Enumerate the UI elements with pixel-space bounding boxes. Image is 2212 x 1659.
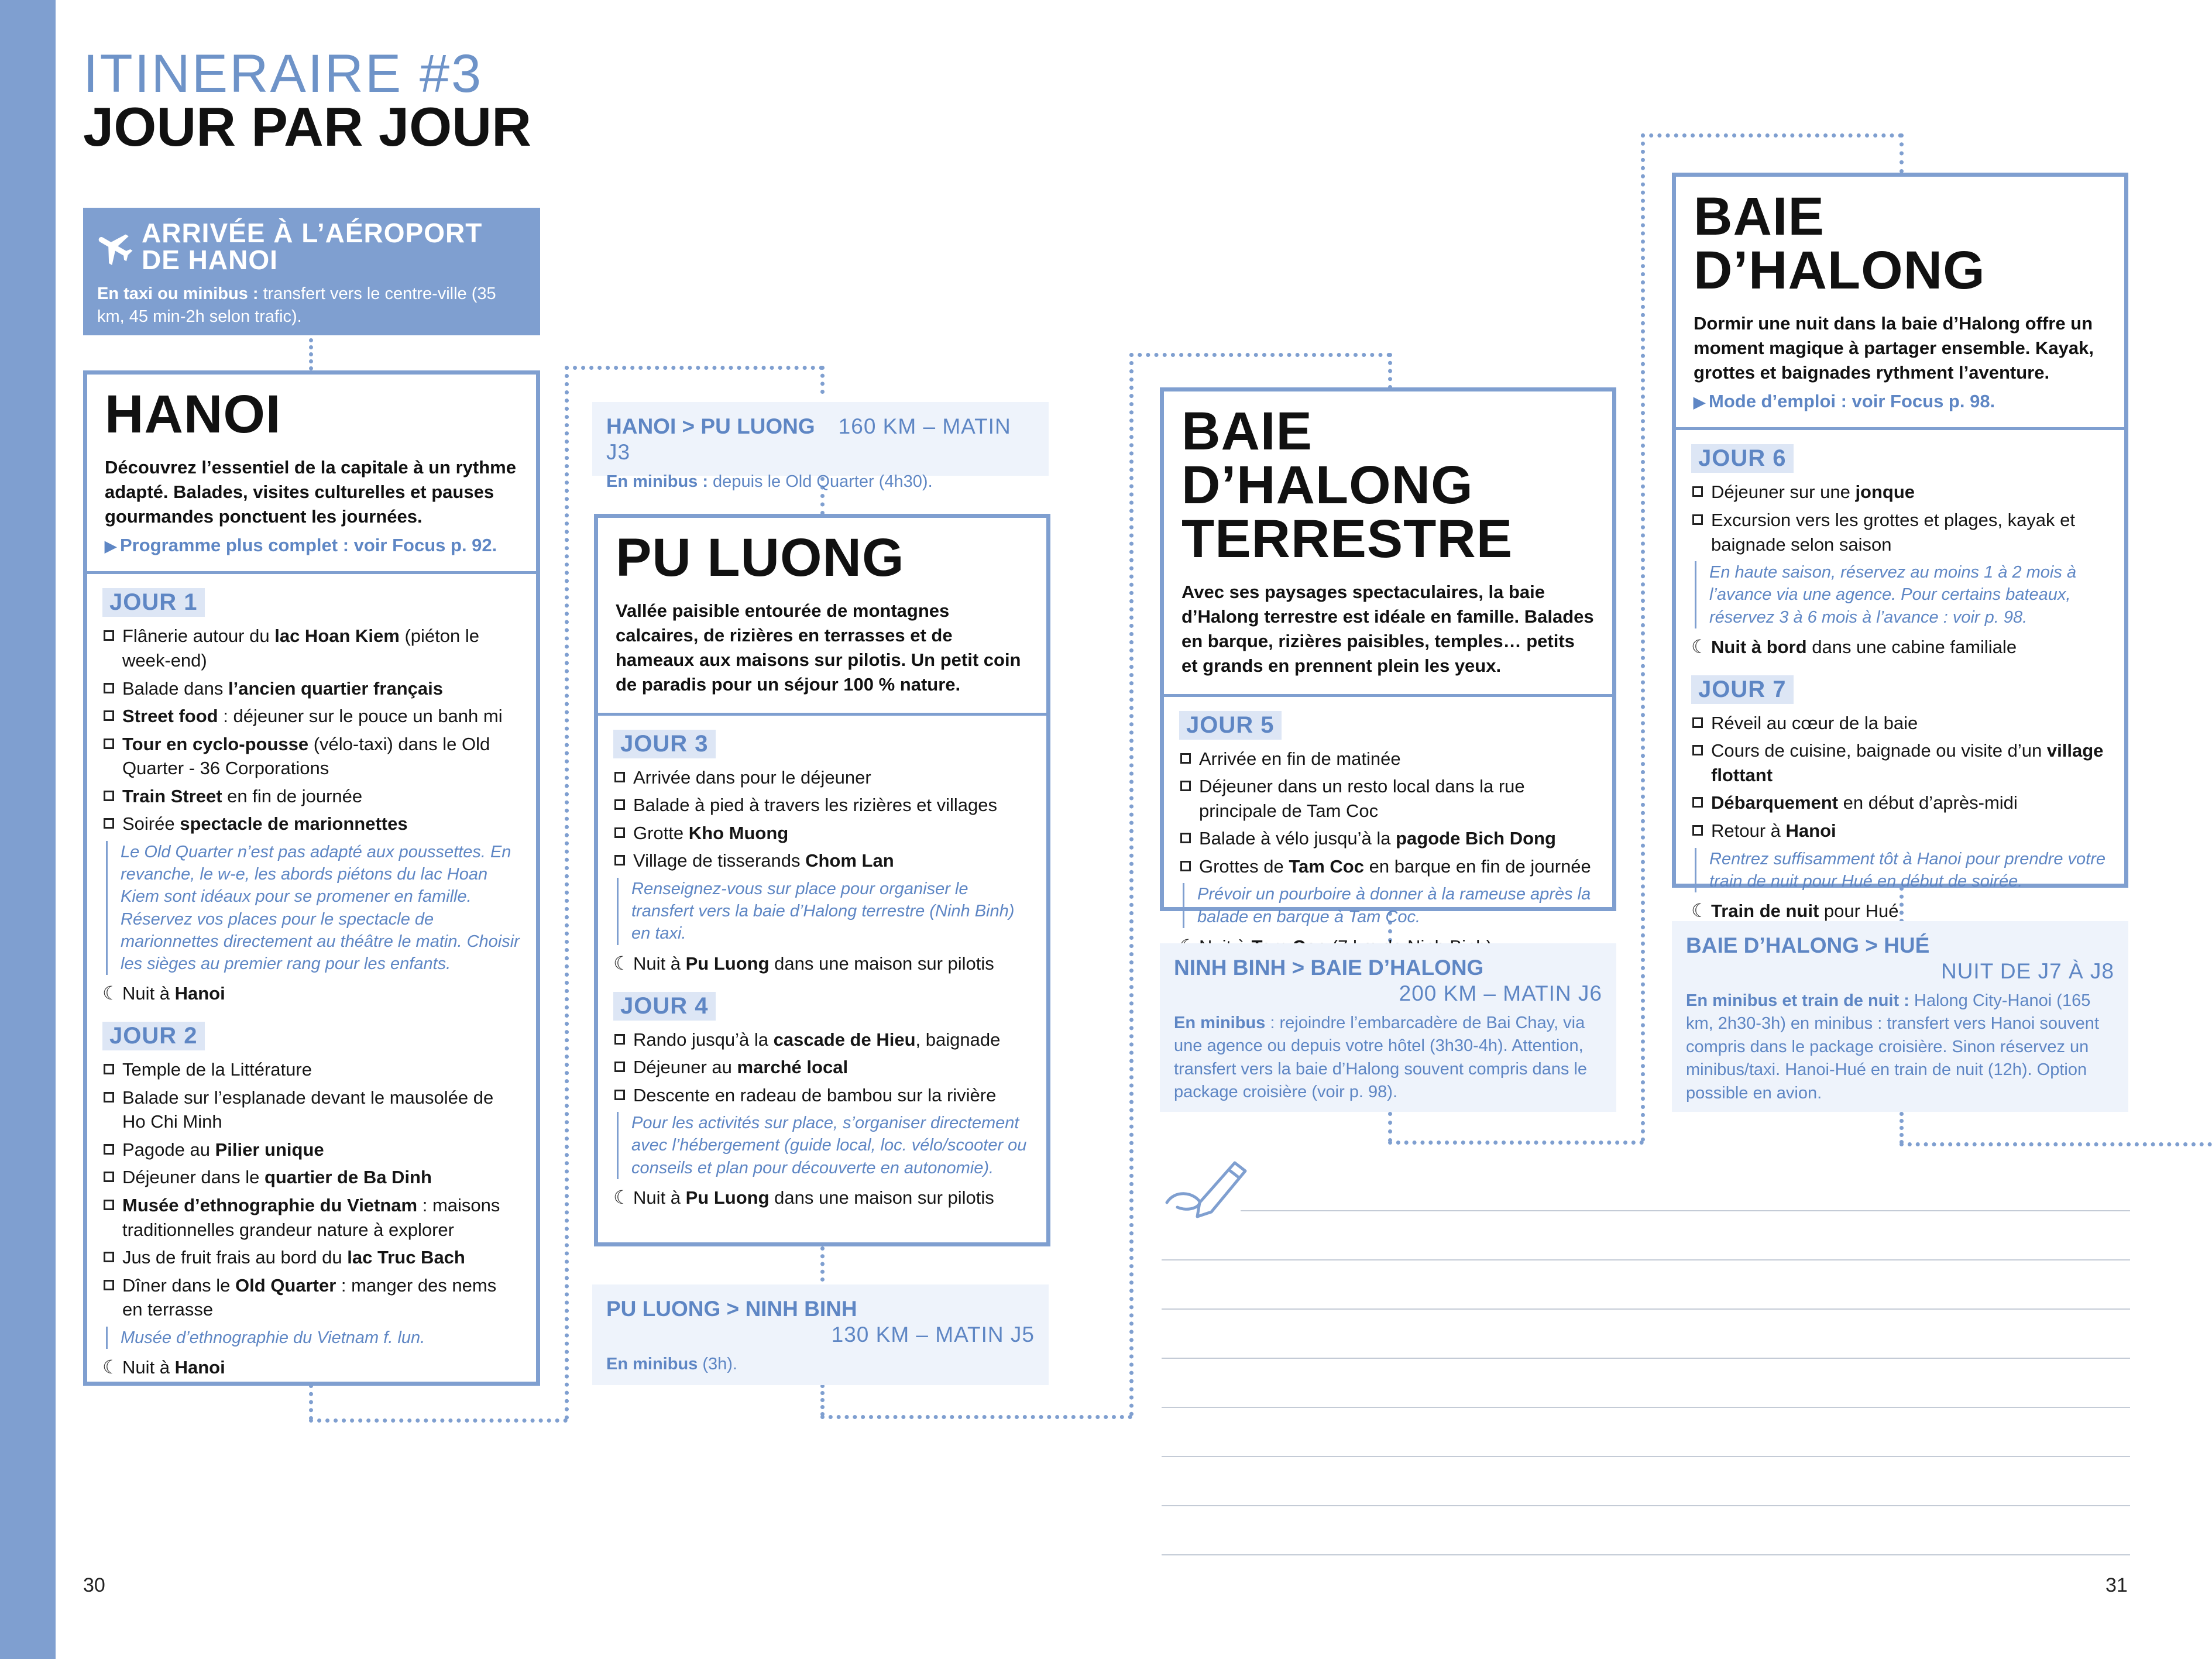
connector bbox=[1388, 1112, 1392, 1142]
transfer-ninhbinh-halong bbox=[1160, 943, 1616, 1112]
hanoi-days bbox=[87, 574, 536, 1404]
activity-checklist-item[interactable]: Retour à Hanoi bbox=[1691, 819, 2109, 843]
activity-checklist-item[interactable]: Temple de la Littérature bbox=[102, 1057, 521, 1082]
activity-checklist-item[interactable]: Déjeuner dans le quartier de Ba Dinh bbox=[102, 1165, 521, 1190]
tip-note: Rentrez suffisamment tôt à Hanoi pour prendre votre train de nuit pour Hué en début de soirée. bbox=[1695, 848, 2109, 893]
activity-checklist-item[interactable]: Balade à pied à travers les rizières et villages bbox=[613, 793, 1031, 818]
hanoi-title: HANOI bbox=[105, 384, 281, 444]
activity-list bbox=[613, 765, 1031, 873]
activity-checklist-item[interactable]: Train Street en fin de journée bbox=[102, 784, 521, 809]
activity-checklist-item[interactable]: Tour en cyclo-pousse (vélo-taxi) dans le Old Quarter - 36 Corporations bbox=[102, 732, 521, 781]
arrival-desc: En taxi ou minibus : transfert vers le centre-ville (35 km, 45 min-2h selon trafic). bbox=[97, 284, 496, 327]
tip-note: Musée d’ethnographie du Vietnam f. lun. bbox=[106, 1327, 521, 1349]
halong-days bbox=[1676, 430, 2124, 949]
page-title: JOUR PAR JOUR bbox=[83, 96, 532, 157]
connector bbox=[820, 1246, 825, 1282]
connector bbox=[1129, 353, 1391, 357]
activity-list bbox=[613, 1028, 1031, 1108]
transfer-desc: En minibus (3h). bbox=[606, 1354, 737, 1373]
activity-checklist-item[interactable]: Grottes de Tam Coc en barque en fin de journée bbox=[1179, 854, 1597, 879]
transfer-desc: En minibus : depuis le Old Quarter (4h30). bbox=[606, 472, 933, 491]
activity-checklist-item[interactable]: Arrivée dans pour le déjeuner bbox=[613, 765, 1031, 790]
activity-checklist-item[interactable]: Street food : déjeuner sur le pouce un banh mi bbox=[102, 704, 521, 729]
day-label: JOUR 4 bbox=[613, 992, 716, 1021]
terrestre-title-line1: BAIE D’HALONG bbox=[1181, 401, 1473, 515]
transfer-hanoi-puluong bbox=[592, 402, 1049, 491]
page-number-left: 30 bbox=[83, 1574, 105, 1596]
transfer-time: NUIT DE J7 À J8 bbox=[1940, 959, 2114, 984]
tip-note: Renseignez-vous sur place pour organiser le transfert vers la baie d’Halong terrestre (Ninh Binh) en taxi. bbox=[617, 878, 1031, 945]
terrestre-desc: Avec ses paysages spectaculaires, la baie d’Halong terrestre est idéale en famille. Balades en barque, rizières paisibles, temples… petits et grands en prennent plein les yeux. bbox=[1181, 582, 1594, 676]
connector bbox=[820, 1415, 1132, 1419]
puluong-card bbox=[594, 514, 1050, 1246]
hanoi-desc: Découvrez l’essentiel de la capitale à un rythme adapté. Balades, visites culturelles et pauses gourmandes ponctuent les journées. bbox=[105, 457, 516, 527]
pen-icon bbox=[1165, 1156, 1252, 1223]
terrestre-card bbox=[1160, 387, 1616, 926]
day-label: JOUR 1 bbox=[102, 588, 205, 617]
activity-checklist-item[interactable]: Balade à vélo jusqu’à la pagode Bich Dong bbox=[1179, 826, 1597, 851]
note-line bbox=[1162, 1505, 2130, 1506]
connector bbox=[1900, 1112, 1904, 1144]
terrestre-title-line2: TERRESTRE bbox=[1181, 509, 1513, 569]
connector bbox=[1388, 1141, 1644, 1145]
arrival-card bbox=[83, 208, 540, 335]
hanoi-card bbox=[83, 370, 540, 1386]
halong-focus-link[interactable]: ▶ Mode d’emploi : voir Focus p. 98. bbox=[1694, 391, 1995, 412]
activity-checklist-item[interactable]: Cours de cuisine, baignade ou visite d’un village flottant bbox=[1691, 739, 2109, 787]
connector bbox=[1129, 353, 1134, 1417]
activity-checklist-item[interactable]: Flânerie autour du lac Hoan Kiem (piéton le week-end) bbox=[102, 624, 521, 672]
activity-checklist-item[interactable]: Excursion vers les grottes et plages, kayak et baignade selon saison bbox=[1691, 508, 2109, 557]
connector bbox=[1900, 1142, 2212, 1146]
activity-checklist-item[interactable]: Débarquement en début d’après-midi bbox=[1691, 791, 2109, 815]
activity-list bbox=[1691, 480, 2109, 557]
connector bbox=[1900, 133, 1904, 173]
activity-checklist-item[interactable]: Pagode au Pilier unique bbox=[102, 1138, 521, 1162]
hanoi-focus-link[interactable]: ▶ Programme plus complet : voir Focus p. 92. bbox=[105, 535, 497, 556]
activity-checklist-item[interactable]: Musée d’ethnographie du Vietnam : maisons traditionnelles grandeur nature à explorer bbox=[102, 1193, 521, 1242]
activity-checklist-item[interactable]: Jus de fruit frais au bord du lac Truc Bach bbox=[102, 1245, 521, 1270]
note-line bbox=[1162, 1407, 2130, 1408]
note-line bbox=[1162, 1554, 2130, 1555]
note-line bbox=[1241, 1210, 2130, 1211]
activity-list bbox=[102, 1057, 521, 1321]
connector bbox=[309, 338, 313, 370]
connector bbox=[1641, 133, 1645, 1142]
activity-list bbox=[1691, 711, 2109, 843]
itinerary-subtitle: ITINERAIRE #3 bbox=[83, 44, 483, 104]
transfer-desc: En minibus : rejoindre l’embarcadère de Bai Chay, via une agence ou depuis votre hôtel (3h30-4h). Attention, transfert vers la baie d’Halong souvent compris dans le package croisière (voir p. 98). bbox=[1174, 1013, 1588, 1102]
activity-checklist-item[interactable]: Grotte Kho Muong bbox=[613, 821, 1031, 846]
airplane-icon bbox=[94, 225, 136, 267]
activity-checklist-item[interactable]: Village de tisserands Chom Lan bbox=[613, 849, 1031, 873]
overnight-info: ☾ Nuit à Pu Luong dans une maison sur pilotis bbox=[613, 952, 994, 974]
activity-checklist-item[interactable]: Déjeuner dans un resto local dans la rue principale de Tam Coc bbox=[1179, 774, 1597, 823]
transfer-route: HANOI > PU LUONG bbox=[606, 414, 815, 438]
activity-checklist-item[interactable]: Balade dans l’ancien quartier français bbox=[102, 676, 521, 701]
moon-icon: ☾ bbox=[613, 952, 630, 974]
transfer-desc: En minibus et train de nuit : Halong City-Hanoi (165 km, 2h30-3h) en minibus : transfert vers Hanoi souvent compris dans le package croisière. Sinon réservez un minibus/taxi. Hanoi-Hué en train de nuit (12h). Option possible en avion. bbox=[1686, 991, 2099, 1102]
arrival-title: ARRIVÉE À L’AÉROPORT DE HANOI bbox=[142, 218, 483, 275]
note-line bbox=[1162, 1259, 2130, 1260]
activity-list bbox=[1179, 747, 1597, 879]
transfer-time: 200 KM – MATIN J6 bbox=[1399, 981, 1602, 1006]
connector bbox=[309, 1418, 568, 1423]
moon-icon: ☾ bbox=[1691, 900, 1708, 922]
halong-desc: Dormir une nuit dans la baie d’Halong offre un moment magique à partager ensemble. Kayak, grottes et baignades rythment l’aventure. bbox=[1694, 313, 2094, 383]
connector bbox=[1388, 353, 1392, 389]
activity-checklist-item[interactable]: Dîner dans le Old Quarter : manger des nems en terrasse bbox=[102, 1273, 521, 1322]
tip-note: En haute saison, réservez au moins 1 à 2 mois à l’avance via une agence. Pour certains bateaux, réservez 3 à 6 mois à l’avance : voir p. 98. bbox=[1695, 561, 2109, 628]
activity-checklist-item[interactable]: Rando jusqu’à la cascade de Hieu, baignade bbox=[613, 1028, 1031, 1052]
moon-icon: ☾ bbox=[102, 1356, 119, 1378]
overnight-info: ☾ Nuit à Hanoi bbox=[102, 1356, 225, 1378]
activity-checklist-item[interactable]: Soirée spectacle de marionnettes bbox=[102, 812, 521, 836]
terrestre-days bbox=[1164, 697, 1612, 984]
puluong-title: PU LUONG bbox=[616, 528, 905, 588]
day-label: JOUR 3 bbox=[613, 730, 716, 758]
overnight-info: ☾ Nuit à Hanoi bbox=[102, 983, 225, 1004]
activity-list bbox=[102, 624, 521, 836]
transfer-puluong-ninhbinh bbox=[592, 1284, 1049, 1385]
transfer-route: PU LUONG > NINH BINH bbox=[606, 1297, 857, 1321]
activity-checklist-item[interactable]: Déjeuner sur une jonque bbox=[1691, 480, 2109, 504]
day-label: JOUR 6 bbox=[1691, 444, 1794, 473]
connector bbox=[565, 366, 823, 370]
activity-checklist-item[interactable]: Réveil au cœur de la baie bbox=[1691, 711, 2109, 736]
page-sidebar bbox=[0, 0, 56, 1659]
connector bbox=[820, 366, 825, 394]
overnight-info: ☾ Train de nuit pour Hué bbox=[1691, 900, 1899, 922]
day-label: JOUR 5 bbox=[1179, 711, 1282, 740]
connector bbox=[565, 366, 569, 1420]
transfer-route: BAIE D’HALONG > HUÉ bbox=[1686, 933, 1930, 957]
overnight-info: ☾ Nuit à bord dans une cabine familiale bbox=[1691, 636, 2017, 657]
transfer-route: NINH BINH > BAIE D’HALONG bbox=[1174, 956, 1484, 980]
puluong-desc: Vallée paisible entourée de montagnes calcaires, de rizières en terrasses et de hameaux aux maisons sur pilotis. Un petit coin de paradis pour un séjour 100 % nature. bbox=[616, 600, 1021, 695]
note-line bbox=[1162, 1358, 2130, 1359]
activity-checklist-item[interactable]: Arrivée en fin de matinée bbox=[1179, 747, 1597, 771]
overnight-info: ☾ Nuit à Pu Luong dans une maison sur pilotis bbox=[613, 1186, 994, 1208]
halong-title: BAIE D’HALONG bbox=[1694, 187, 1986, 300]
arrow-right-icon: ▶ bbox=[105, 537, 116, 555]
tip-note: Le Old Quarter n’est pas adapté aux poussettes. En revanche, le w-e, les abords piétons du lac Hoan Kiem sont idéaux pour se promener en famille. Réservez vos places pour le spectacle de marionnettes directement au théâtre le matin. Choisir les sièges au premier rang pour les enfants. bbox=[106, 841, 521, 976]
transfer-time: 160 KM – MATIN J3 bbox=[606, 414, 1011, 465]
moon-icon: ☾ bbox=[613, 1186, 630, 1208]
page-number-right: 31 bbox=[2105, 1574, 2128, 1596]
arrow-right-icon: ▶ bbox=[1694, 393, 1705, 411]
halong-card bbox=[1672, 173, 2128, 922]
activity-checklist-item[interactable]: Balade sur l’esplanade devant le mausolée de Ho Chi Minh bbox=[102, 1086, 521, 1134]
tip-note: Prévoir un pourboire à donner à la rameuse après la balade en barque à Tam Coc. bbox=[1183, 883, 1597, 928]
transfer-time: 130 KM – MATIN J5 bbox=[831, 1323, 1035, 1347]
note-line bbox=[1162, 1308, 2130, 1310]
moon-icon: ☾ bbox=[102, 983, 119, 1004]
connector bbox=[1641, 133, 1902, 138]
moon-icon: ☾ bbox=[1691, 636, 1708, 657]
transfer-halong-hue bbox=[1672, 921, 2128, 1112]
day-label: JOUR 7 bbox=[1691, 675, 1794, 704]
tip-note: Pour les activités sur place, s’organiser directement avec l’hébergement (guide local, loc. vélo/scooter ou conseils et plan pour découverte en autonomie). bbox=[617, 1112, 1031, 1179]
activity-checklist-item[interactable]: Descente en radeau de bambou sur la rivière bbox=[613, 1083, 1031, 1108]
day-label: JOUR 2 bbox=[102, 1022, 205, 1050]
activity-checklist-item[interactable]: Déjeuner au marché local bbox=[613, 1055, 1031, 1080]
connector bbox=[820, 1384, 825, 1416]
note-line bbox=[1162, 1456, 2130, 1457]
puluong-days bbox=[598, 716, 1046, 1235]
